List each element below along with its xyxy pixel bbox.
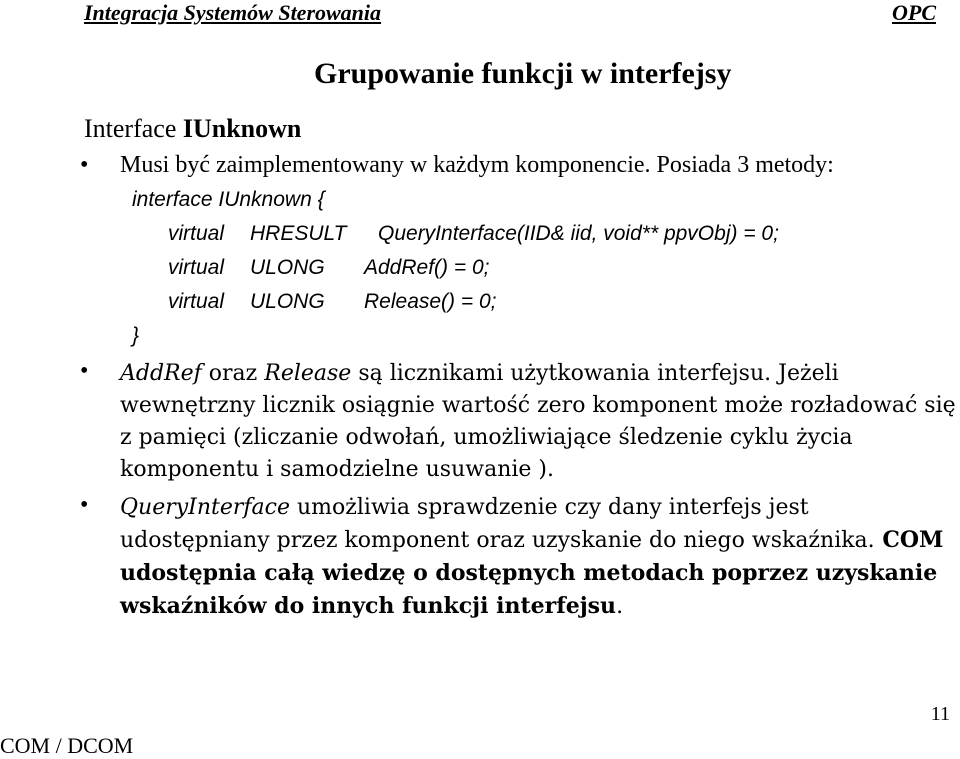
bullet-text xyxy=(120,492,960,623)
text-fragment: umożliwia sprawdzenie czy dany interfejs jest udostępniany przez komponent oraz uzyskanie do niego wskaźnika. xyxy=(120,495,875,553)
page-number: 11 xyxy=(930,703,950,725)
code-method: AddRef() = 0; xyxy=(364,256,490,279)
code-keyword: virtual xyxy=(168,256,225,279)
header-topic: OPC xyxy=(892,0,936,25)
code-open: interface IUnknown { xyxy=(132,188,325,211)
term-release: Release xyxy=(264,361,352,386)
slide-title: Grupowanie funkcji w interfejsy xyxy=(314,57,732,90)
section-heading-prefix: Interface xyxy=(84,114,183,143)
text-fragment: . xyxy=(616,594,624,619)
code-close: } xyxy=(132,324,140,347)
term-addref: AddRef xyxy=(120,361,202,386)
code-keyword: virtual xyxy=(168,290,225,313)
code-method: Release() = 0; xyxy=(364,290,497,313)
bullet-text xyxy=(120,358,960,486)
code-type: ULONG xyxy=(250,256,325,279)
bullet-marker: • xyxy=(80,152,89,178)
code-method: QueryInterface(IID& iid, void** ppvObj) = 0; xyxy=(378,222,779,245)
code-type: ULONG xyxy=(250,290,325,313)
bullet-marker: • xyxy=(80,492,89,518)
emphasis-text: COM udostępnia całą wiedzę o dostępnych metodach poprzez uzyskanie wskaźników do innych funkcji interfejsu xyxy=(120,527,944,619)
bullet-text: Musi być zaimplementowany w każdym komponencie. Posiada 3 metody: xyxy=(120,152,834,178)
text-fragment: oraz xyxy=(201,361,265,386)
term-queryinterface: QueryInterface xyxy=(120,495,291,520)
bullet-marker: • xyxy=(80,358,89,384)
code-type: HRESULT xyxy=(250,222,347,245)
text-fragment: Jeżeli wewnętrzny licznik osiągnie wartość zero komponent może rozładować się z pamięci (zliczanie odwołań, umożliwiające śledzenie cyklu życia komponentu i samodzielne usuwanie ). xyxy=(120,361,956,482)
section-heading xyxy=(84,114,301,144)
section-heading-name: IUnknown xyxy=(182,114,302,143)
header-course-title: Integracja Systemów Sterowania xyxy=(84,0,382,25)
footer-label: COM / DCOM xyxy=(0,733,134,758)
code-keyword: virtual xyxy=(168,222,225,245)
text-fragment: są licznikami użytkowania interfejsu. xyxy=(351,361,772,386)
